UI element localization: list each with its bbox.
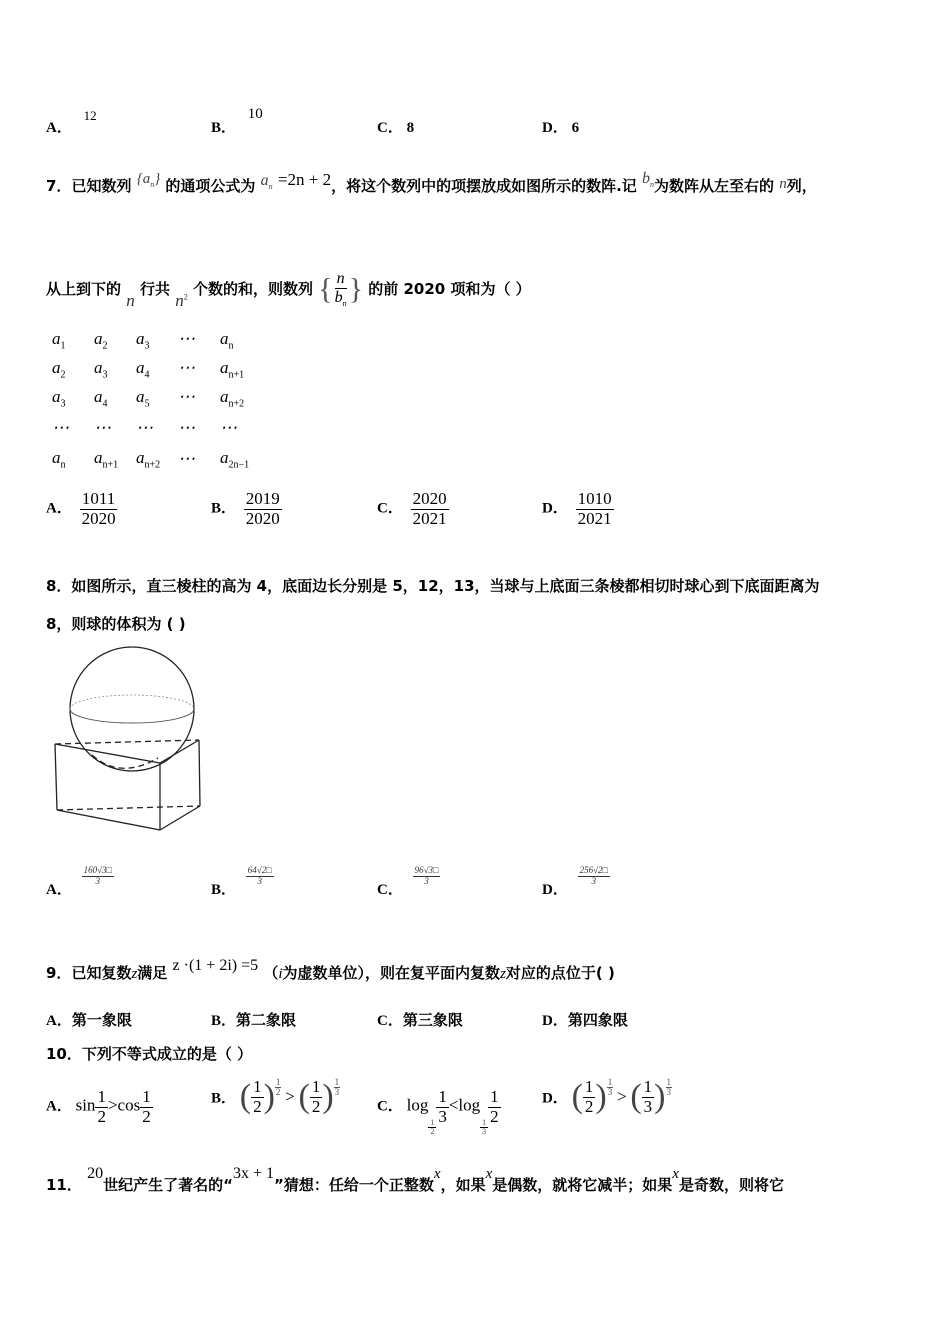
text: ，如果 [440, 1176, 486, 1194]
func-log: log [458, 1095, 481, 1115]
matrix-cell: ⋯ [178, 329, 195, 349]
operator: < [448, 1095, 459, 1115]
fraction: $\frac{1}{2}$ [142, 1087, 151, 1126]
var-x: x [672, 1166, 679, 1182]
q9-option-b: B．第二象限 [211, 1011, 297, 1029]
matrix-cell: ⋯ [178, 417, 195, 437]
q6-option-a [46, 108, 97, 137]
left-paren: ( [239, 1078, 252, 1116]
matrix-cell: $a_{n+2}$ [136, 447, 161, 471]
var-z: z [500, 966, 506, 982]
q7-stem-line1 [46, 170, 817, 197]
fraction: $\frac{1}{2}$ [584, 1077, 594, 1116]
option-letter: D． [542, 500, 568, 517]
q10-option-b [211, 1078, 340, 1116]
formula: z ·(1 + 2i) =5 [172, 957, 259, 974]
exponent: $\frac{1}{3}$ [666, 1077, 671, 1097]
fraction: $\frac{96√3□}{3}$ [414, 865, 439, 887]
text: 猜想：任给一个正整数 [283, 1176, 434, 1194]
option-letter: D． [542, 1090, 568, 1107]
fraction: $\frac{1}{2}$ [253, 1077, 262, 1116]
q10-option-d [542, 1078, 672, 1116]
open-quote: “ [223, 1176, 233, 1194]
operator: > [107, 1095, 118, 1115]
q6-option-c [377, 116, 414, 137]
fraction: $\frac{1}{3}$ [643, 1077, 653, 1116]
fraction: $\frac{2020}{2021}$ [412, 489, 447, 528]
q9-option-d: D．第四象限 [542, 1011, 628, 1029]
q10-option-c [377, 1088, 501, 1137]
matrix-cell: $a_2$ [94, 329, 108, 352]
matrix-cell: ⋯ [94, 417, 111, 437]
fraction: $\frac{1010}{2021}$ [577, 489, 612, 528]
q9-stem [46, 957, 615, 983]
option-letter: A． [46, 1098, 72, 1115]
exponent: $\frac{1}{2}$ [275, 1077, 281, 1097]
exponent: $\frac{1}{3}$ [607, 1077, 613, 1097]
fraction: $\frac{1}{2}$ [97, 1087, 106, 1126]
matrix-row [52, 442, 262, 476]
option-letter: A． [46, 120, 72, 136]
left-paren: ( [630, 1078, 642, 1116]
option-letter: C． [377, 500, 403, 517]
right-paren: ) [595, 1078, 607, 1116]
log-base: $\frac{1}{2}$ [430, 1117, 435, 1137]
option-letter: C． [377, 882, 403, 898]
var-x: x [433, 1166, 441, 1182]
matrix-row [52, 413, 262, 442]
matrix-cell: $a_n$ [52, 447, 66, 471]
text: 从上到下的 [46, 279, 122, 298]
option-letter: B． [211, 1090, 237, 1107]
left-brace: { [318, 272, 333, 306]
number-matrix [52, 326, 262, 476]
sphere-equator-back [70, 695, 194, 709]
text: 是奇数，则将它 [678, 1176, 784, 1194]
matrix-cell: ⋯ [178, 449, 195, 468]
sphere-prism-figure [40, 640, 220, 840]
option-letter: B． [211, 500, 237, 517]
q11-stem [46, 1165, 784, 1195]
text: 行共 [139, 279, 170, 298]
seq-a-n: $\{a_n\}$ [136, 171, 161, 189]
fraction: $\frac{2019}{2020}$ [245, 489, 280, 528]
var-z: z [131, 966, 138, 982]
text: 为数阵从左至右的 [654, 177, 775, 195]
option-value: 6 [571, 120, 580, 136]
var-n: n [779, 176, 787, 192]
matrix-cell: ⋯ [136, 417, 153, 437]
right-paren: ) [654, 1078, 666, 1116]
option-letter: C． [377, 1098, 403, 1115]
right-paren: ) [322, 1078, 334, 1116]
q7-option-c [377, 490, 449, 528]
right-brace: } [348, 272, 364, 306]
option-value: 10 [247, 106, 263, 122]
fraction: $\frac{1}{2}$ [311, 1077, 321, 1116]
matrix-row [52, 326, 262, 355]
matrix-cell: $a_{n+2}$ [220, 387, 245, 410]
matrix-cell: $a_{n+1}$ [220, 358, 245, 381]
matrix-cell: ⋯ [220, 417, 237, 437]
text: 满足 [137, 964, 168, 982]
q9-option-c: C．第三象限 [377, 1011, 463, 1029]
question-number: 9． [46, 964, 72, 982]
left-paren: ( [571, 1078, 583, 1116]
fraction: $\frac{64√2□}{3}$ [247, 865, 272, 887]
option-letter: D． [542, 882, 568, 898]
q7-option-b [211, 490, 282, 528]
matrix-cell: $a_4$ [136, 358, 150, 381]
q7-option-d [542, 490, 614, 528]
century-number: 20 [87, 1165, 104, 1182]
text: 列， [786, 177, 817, 195]
matrix-cell: $a_3$ [94, 358, 108, 381]
matrix-row [52, 384, 262, 413]
matrix-cell: $a_1$ [52, 329, 66, 352]
text: 的前 2020 项和为（ ） [368, 279, 531, 298]
operator: > [617, 1087, 627, 1107]
q8-option-a [46, 864, 114, 898]
option-letter: D． [542, 120, 568, 136]
q8-option-c [377, 864, 440, 898]
q7-stem-line2 [46, 270, 531, 309]
right-paren: ) [263, 1078, 275, 1116]
matrix-cell: $a_{n+1}$ [94, 447, 119, 471]
b-n: $b_n$ [642, 170, 655, 190]
fraction: $\frac{1}{2}$ [490, 1087, 499, 1126]
n-squared: $n^2$ [175, 290, 188, 310]
expr-3x-plus-1: 3x + 1 [232, 1165, 275, 1182]
sphere-equator-front [70, 709, 194, 723]
q9-option-a: A．第一象限 [46, 1011, 132, 1029]
question-number: 7． [46, 177, 72, 195]
option-letter: A． [46, 882, 72, 898]
text: 的通项公式为 [165, 177, 256, 195]
matrix-cell: $a_3$ [52, 387, 66, 410]
matrix-cell: $a_3$ [136, 329, 150, 352]
matrix-cell: ⋯ [178, 358, 195, 378]
fraction: $\frac{160√3□}{3}$ [83, 865, 112, 887]
q8-option-d [542, 864, 610, 898]
q8-option-b [211, 864, 274, 898]
text: 世纪产生了著名的 [103, 1176, 224, 1194]
question-number: 11． [46, 1176, 82, 1194]
formula-lhs: $a_n$ [260, 172, 273, 192]
q8-stem-line1: 8．如图所示，直三棱柱的高为 4，底面边长分别是 5，12，13，当球与上底面三条棱都相切时球心到下底面距离为 [46, 577, 820, 595]
matrix-cell: $a_{2n-1}$ [220, 447, 250, 471]
option-letter: B． [211, 882, 237, 898]
option-letter: A． [46, 500, 72, 517]
text: 已知数列 [71, 177, 132, 195]
q7-option-a [46, 490, 118, 528]
matrix-cell: ⋯ [178, 387, 195, 407]
matrix-cell: $a_n$ [220, 329, 234, 352]
fraction: $\frac{1011}{2020}$ [81, 489, 116, 528]
option-letter: B． [211, 120, 237, 136]
left-paren: ( [298, 1078, 310, 1116]
matrix-cell: $a_2$ [52, 358, 66, 381]
func-cos: cos [117, 1095, 141, 1115]
func-log: log [406, 1095, 429, 1115]
option-letter: C． [377, 120, 403, 136]
func-sin: sin [75, 1095, 96, 1115]
fraction: $\frac{1}{3}$ [438, 1087, 447, 1126]
var-i: i [278, 966, 283, 982]
q8-stem-line2: 8，则球的体积为 ( ) [46, 615, 186, 633]
text: 个数的和，则数列 [192, 279, 313, 298]
sphere-outline [70, 647, 194, 771]
n-over-bn: $\frac{n}{b_n}$ [334, 270, 347, 308]
q6-option-b [211, 106, 263, 137]
matrix-cell: ⋯ [52, 417, 69, 437]
operator: > [285, 1087, 295, 1107]
option-value: 8 [406, 120, 415, 136]
var-x: x [485, 1166, 493, 1182]
matrix-cell: $a_4$ [94, 387, 108, 410]
var-n: n [126, 290, 135, 310]
matrix-cell: $a_5$ [136, 387, 150, 410]
text: 为虚数单位），则在复平面内复数 [282, 964, 501, 982]
option-value: 12 [83, 108, 97, 123]
q10-option-a [46, 1088, 153, 1126]
text: （ [263, 964, 279, 982]
q6-option-d [542, 116, 579, 137]
exponent: $\frac{1}{3}$ [334, 1077, 340, 1097]
text: 对应的点位于( ) [505, 964, 615, 982]
formula-rhs: =2n + 2 [277, 170, 332, 189]
matrix-row [52, 355, 262, 384]
close-quote: ” [274, 1176, 284, 1194]
q10-stem: 10．下列不等式成立的是（ ） [46, 1045, 253, 1063]
log-base: $\frac{1}{3}$ [482, 1117, 487, 1137]
text: 是偶数，就将它减半；如果 [492, 1176, 673, 1194]
text: ，将这个数列中的项摆放成如图所示的数阵.记 [331, 177, 637, 195]
fraction: $\frac{256√2□}{3}$ [579, 865, 608, 887]
text: 已知复数 [71, 964, 132, 982]
